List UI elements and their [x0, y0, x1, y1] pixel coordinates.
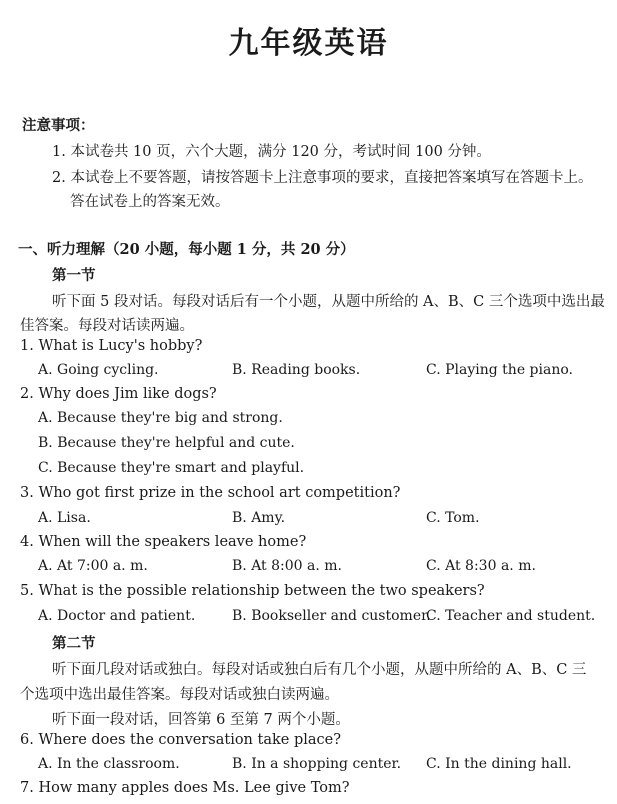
question-7: 7. How many apples does Ms. Lee give Tom? — [20, 780, 350, 796]
q2-option-b: B. Because they're helpful and cute. — [38, 435, 295, 451]
notice-heading: 注意事项： — [22, 117, 95, 134]
part2-instruction: 听下面几段对话或独白。每段对话或独白后有几个小题，从题中所给的 A、B、C 三 — [52, 662, 587, 678]
q5-option-b: B. Bookseller and customer. — [232, 608, 431, 624]
q6-option-b: B. In a shopping center. — [232, 756, 402, 772]
part1-instruction: 听下面 5 段对话。每段对话后有一个小题，从题中所给的 A、B、C 三个选项中选出最 — [52, 294, 605, 310]
notice-item-1: 1. 本试卷共 10 页，六个大题，满分 120 分，考试时间 100 分钟。 — [52, 144, 491, 160]
question-6: 6. Where does the conversation take place? — [20, 732, 341, 748]
q6-option-c: C. In the dining hall. — [426, 756, 572, 772]
q2-option-c: C. Because they're smart and playful. — [38, 460, 305, 476]
part2-heading: 第二节 — [52, 635, 96, 652]
question-5: 5. What is the possible relationship between the two speakers? — [20, 583, 485, 599]
part1-instruction-cont: 佳答案。每段对话读两遍。 — [20, 318, 194, 334]
q5-option-a: A. Doctor and patient. — [38, 608, 196, 624]
part2-instruction-cont: 个选项中选出最佳答案。每段对话或独白读两遍。 — [20, 687, 339, 703]
q3-option-a: A. Lisa. — [38, 510, 91, 526]
q3-option-b: B. Amy. — [232, 510, 286, 526]
q6-option-a: A. In the classroom. — [38, 756, 180, 772]
part1-heading: 第一节 — [52, 267, 96, 284]
q1-option-c: C. Playing the piano. — [426, 362, 573, 378]
q1-option-b: B. Reading books. — [232, 362, 361, 378]
section-heading: 一、听力理解（20 小题，每小题 1 分，共 20 分） — [18, 241, 355, 258]
q4-option-a: A. At 7:00 a. m. — [38, 558, 148, 574]
question-3: 3. Who got first prize in the school art competition? — [20, 485, 401, 501]
page-title: 九年级英语 — [228, 26, 389, 61]
q4-option-c: C. At 8:30 a. m. — [426, 558, 536, 574]
q4-option-b: B. At 8:00 a. m. — [232, 558, 342, 574]
notice-item-2-cont: 答在试卷上的答案无效。 — [70, 194, 230, 210]
question-1: 1. What is Lucy's hobby? — [20, 338, 203, 354]
q5-option-c: C. Teacher and student. — [426, 608, 596, 624]
q2-option-a: A. Because they're big and strong. — [38, 410, 283, 426]
q3-option-c: C. Tom. — [426, 510, 480, 526]
q1-option-a: A. Going cycling. — [38, 362, 159, 378]
part2-subinstruction: 听下面一段对话，回答第 6 至第 7 两个小题。 — [52, 712, 350, 728]
notice-item-2: 2. 本试卷上不要答题，请按答题卡上注意事项的要求，直接把答案填写在答题卡上。 — [52, 170, 593, 186]
question-2: 2. Why does Jim like dogs? — [20, 386, 217, 402]
question-4: 4. When will the speakers leave home? — [20, 534, 307, 550]
